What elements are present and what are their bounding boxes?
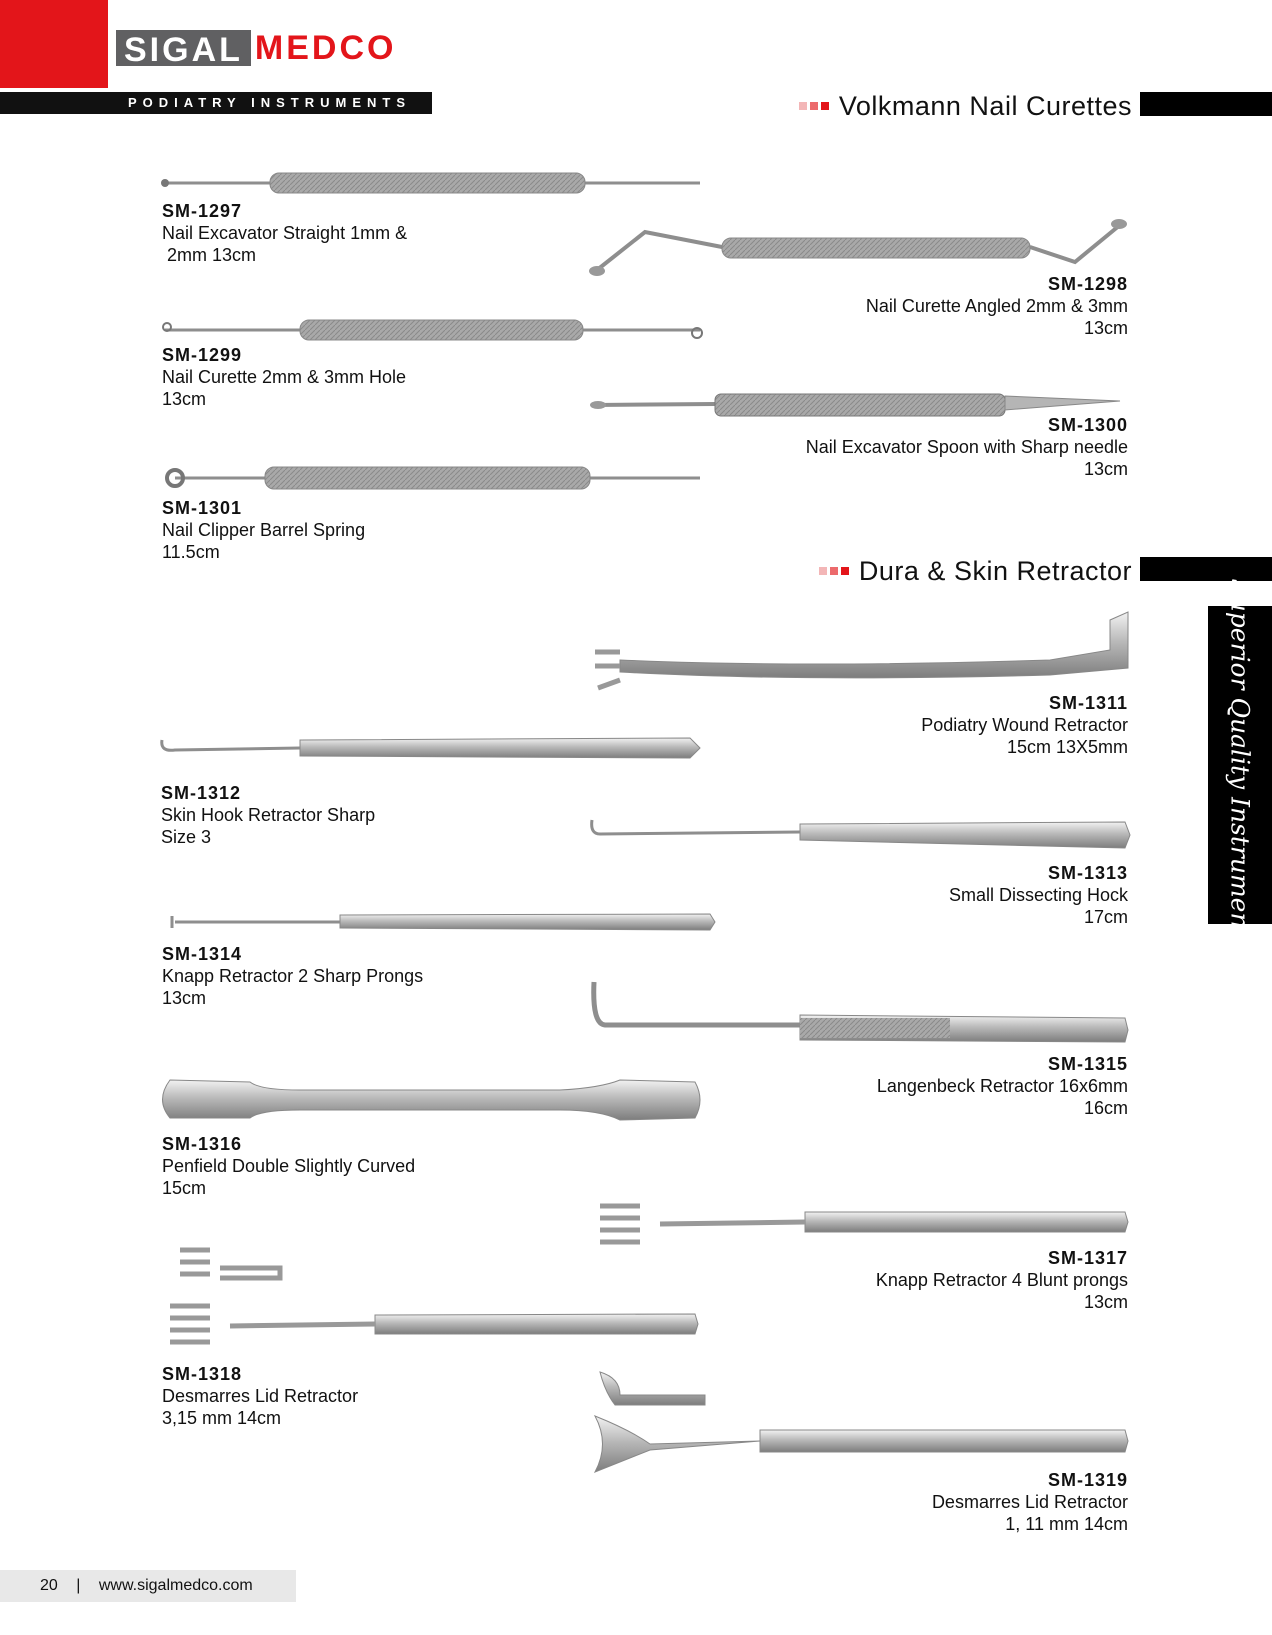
instrument-image-sm1316 <box>163 1080 701 1120</box>
product-desc-line: Small Dissecting Hock <box>948 885 1128 905</box>
instrument-image-sm1317 <box>600 1206 1128 1242</box>
product-code: SM-1315 <box>1047 1054 1128 1074</box>
product-desc-line: 1, 11 mm 14cm <box>1005 1514 1128 1534</box>
product-desc-line: Nail Curette 2mm & 3mm Hole <box>162 367 407 387</box>
product-sm1318 <box>162 1363 358 1429</box>
product-code: SM-1299 <box>162 345 243 365</box>
product-sm1316 <box>162 1133 415 1199</box>
product-desc-line: 13cm <box>162 988 207 1008</box>
product-desc-line: Nail Curette Angled 2mm & 3mm <box>865 296 1128 316</box>
product-sm1300 <box>806 414 1128 480</box>
instrument-image-sm1318 <box>170 1250 698 1342</box>
product-code: SM-1311 <box>1048 693 1128 713</box>
product-desc-line: 3,15 mm 14cm <box>162 1408 282 1428</box>
product-desc-line: 11.5cm <box>162 542 220 562</box>
product-desc-line: Knapp Retractor 2 Sharp Prongs <box>162 966 424 986</box>
section-title-text: Volkmann Nail Curettes <box>838 90 1132 121</box>
instrument-image-sm1315 <box>594 982 1128 1042</box>
product-sm1314 <box>162 943 423 1009</box>
instrument-image-sm1312 <box>162 738 700 758</box>
product-code: SM-1317 <box>1047 1248 1128 1268</box>
product-code: SM-1318 <box>162 1364 243 1384</box>
product-code: SM-1301 <box>162 498 243 518</box>
footer-separator: | <box>76 1577 81 1594</box>
product-desc-line: Desmarres Lid Retractor <box>931 1492 1128 1512</box>
product-sm1312 <box>161 782 375 848</box>
product-desc-line: 15cm 13X5mm <box>1006 737 1128 757</box>
product-code: SM-1314 <box>162 944 243 964</box>
instrument-image-sm1319 <box>595 1372 1128 1472</box>
footer <box>0 1570 296 1602</box>
product-sm1311 <box>921 692 1128 758</box>
product-sm1319 <box>932 1469 1128 1535</box>
product-desc-line: Nail Excavator Spoon with Sharp needle <box>805 437 1128 457</box>
product-code: SM-1316 <box>162 1134 243 1154</box>
product-desc-line: 16cm <box>1083 1098 1128 1118</box>
product-desc-line: 13cm <box>1083 318 1128 338</box>
instrument-image-sm1311 <box>595 612 1128 688</box>
footer-url-link[interactable]: www.sigalmedco.com <box>98 1577 253 1594</box>
side-tab-text: Superior Quality Instruments <box>1225 578 1255 952</box>
product-desc-line: 13cm <box>1083 1292 1128 1312</box>
product-desc-line: Langenbeck Retractor 16x6mm <box>876 1076 1128 1096</box>
logo-sigal: SIGAL <box>116 30 251 66</box>
product-desc-line: Nail Clipper Barrel Spring <box>162 520 366 540</box>
product-sm1301 <box>162 497 365 563</box>
instrument-image-sm1314 <box>172 914 715 930</box>
product-desc-line: 13cm <box>1083 459 1128 479</box>
product-sm1313 <box>949 862 1128 928</box>
product-desc-line: Podiatry Wound Retractor <box>921 715 1128 735</box>
product-sm1299 <box>162 344 406 410</box>
instrument-image-sm1300 <box>590 394 1120 416</box>
product-code: SM-1319 <box>1047 1470 1128 1490</box>
product-desc-line: 15cm <box>162 1178 207 1198</box>
product-desc-line: 2mm 13cm <box>162 245 257 265</box>
product-desc-line: Knapp Retractor 4 Blunt prongs <box>875 1270 1128 1290</box>
product-code: SM-1312 <box>161 783 242 803</box>
product-desc-line: Nail Excavator Straight 1mm & <box>162 223 408 243</box>
product-code: SM-1300 <box>1047 415 1128 435</box>
product-code: SM-1298 <box>1047 274 1128 294</box>
product-sm1298 <box>866 273 1128 339</box>
product-sm1315 <box>877 1053 1128 1119</box>
instrument-image-sm1313 <box>592 820 1130 848</box>
logo-medco: MEDCO <box>254 29 397 67</box>
tagline-bar: PODIATRY INSTRUMENTS <box>0 92 432 114</box>
instrument-image-sm1298 <box>589 219 1127 276</box>
instrument-image-sm1301 <box>167 467 700 489</box>
product-sm1297 <box>162 200 407 266</box>
instrument-image-sm1299 <box>163 320 702 340</box>
product-sm1317 <box>876 1247 1128 1313</box>
product-code: SM-1297 <box>162 201 243 221</box>
product-desc-line: 13cm <box>162 389 207 409</box>
product-desc-line: Penfield Double Slightly Curved <box>162 1156 416 1176</box>
product-desc-line: Desmarres Lid Retractor <box>162 1386 359 1406</box>
product-desc-line: Skin Hook Retractor Sharp <box>161 805 376 825</box>
product-desc-line: Size 3 <box>161 827 212 847</box>
product-code: SM-1313 <box>1047 863 1128 883</box>
product-desc-line: 17cm <box>1083 907 1128 927</box>
section-title-text: Dura & Skin Retractor <box>858 555 1132 586</box>
instrument-image-sm1297 <box>161 173 700 193</box>
page-number: 20 <box>40 1577 58 1594</box>
